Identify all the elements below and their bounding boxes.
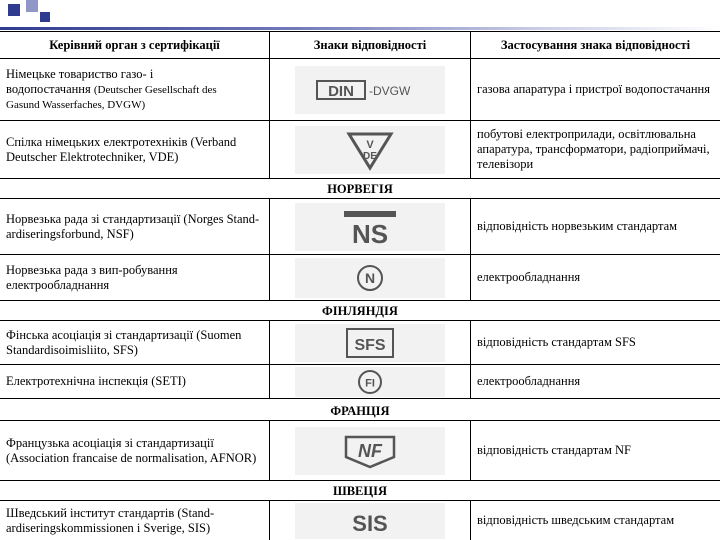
- org-cell: Норвезька рада з вип-робування електрообладнання: [0, 255, 270, 300]
- svg-text:DIN: DIN: [328, 82, 354, 100]
- header-col-marks: Знаки відповідності: [270, 32, 471, 58]
- mark-cell: [270, 199, 471, 254]
- svg-text:DE: DE: [363, 150, 377, 162]
- usage-cell: електрообладнання: [477, 270, 581, 284]
- section-heading-finland: ФІНЛЯНДІЯ: [0, 301, 720, 321]
- decorative-header-bar: [0, 0, 720, 30]
- vde-mark-icon: [295, 126, 445, 174]
- header-col-usage: Застосування знака відповідності: [500, 37, 691, 52]
- svg-text:V: V: [366, 138, 374, 151]
- table-row: [0, 501, 720, 540]
- mark-cell: [270, 59, 471, 120]
- usage-cell: електрообладнання: [477, 374, 581, 388]
- org-cell: Шведський інститут стандартів (Stand-ardiseringskommissionen i Sverige, SIS): [0, 501, 270, 540]
- table-row: [0, 199, 720, 255]
- org-cell: [0, 59, 270, 120]
- usage-cell: побутові електроприлади, освітлювальна апаратура, трансформатори, радіоприймачі, телевізори: [477, 127, 710, 171]
- table-row: [0, 59, 720, 121]
- table-row: [0, 255, 720, 301]
- svg-text:-DVGW: -DVGW: [369, 83, 411, 98]
- fi-circle-mark-icon: [295, 367, 445, 397]
- decor-line: [0, 27, 720, 30]
- usage-cell: відповідність шведським стандартам: [477, 513, 675, 527]
- usage-cell: відповідність стандартам SFS: [477, 335, 636, 349]
- mark-cell: [270, 365, 471, 398]
- din-dvgw-mark-icon: [295, 66, 445, 114]
- svg-text:FI: FI: [365, 377, 375, 389]
- n-circle-mark-icon: [295, 258, 445, 298]
- svg-text:SFS: SFS: [354, 336, 386, 354]
- org-cell: Електротехнічна інспекція (SETI): [0, 365, 270, 398]
- section-heading-france: ФРАНЦІЯ: [0, 399, 720, 421]
- org-cell: Фінська асоціація зі стандартизації (Suomen Standardisoimisliito, SFS): [0, 321, 270, 364]
- table-row: [0, 321, 720, 365]
- mark-cell: [270, 421, 471, 480]
- svg-text:SIS: SIS: [352, 510, 388, 536]
- mark-cell: [270, 121, 471, 178]
- table-row: [0, 421, 720, 481]
- decor-square: [40, 12, 50, 22]
- org-text: Німецьке товариство газо- і водопостачання (Deutscher Gesellschaft des Gasund Wasserfaches, DVGW): [6, 66, 217, 111]
- usage-cell: газова апаратура і пристрої водопостачання: [477, 82, 710, 96]
- svg-text:NS: NS: [351, 218, 389, 247]
- svg-text:NF: NF: [358, 440, 382, 461]
- mark-cell: [270, 255, 471, 300]
- table-row: [0, 121, 720, 179]
- usage-cell: відповідність стандартам NF: [477, 443, 631, 457]
- mark-cell: [270, 501, 471, 540]
- mark-cell: [270, 321, 471, 364]
- decor-square: [8, 4, 20, 16]
- sfs-mark-icon: [295, 324, 445, 362]
- section-heading-sweden: ШВЕЦІЯ: [0, 481, 720, 501]
- org-cell: Норвезька рада зі стандартизації (Norges Stand-ardiseringsforbund, NSF): [0, 199, 270, 254]
- org-cell: Спілка німецьких електротехніків (Verband Deutscher Elektrotechniker, VDE): [0, 121, 270, 178]
- usage-cell: відповідність норвезьким стандартам: [477, 219, 678, 233]
- table-row: [0, 365, 720, 399]
- header-col-organ: Керівний орган з сертифікації: [0, 32, 270, 58]
- nf-mark-icon: [295, 427, 445, 475]
- section-heading-norway: НОРВЕГІЯ: [0, 179, 720, 199]
- ns-mark-icon: [295, 203, 445, 251]
- sis-mark-icon: [295, 503, 445, 539]
- table-header-row: [0, 31, 720, 59]
- decor-square: [26, 0, 38, 12]
- svg-text:N: N: [364, 269, 376, 286]
- org-cell: Французька асоціація зі стандартизації (Association francaise de normalisation, AFNOR): [0, 421, 270, 480]
